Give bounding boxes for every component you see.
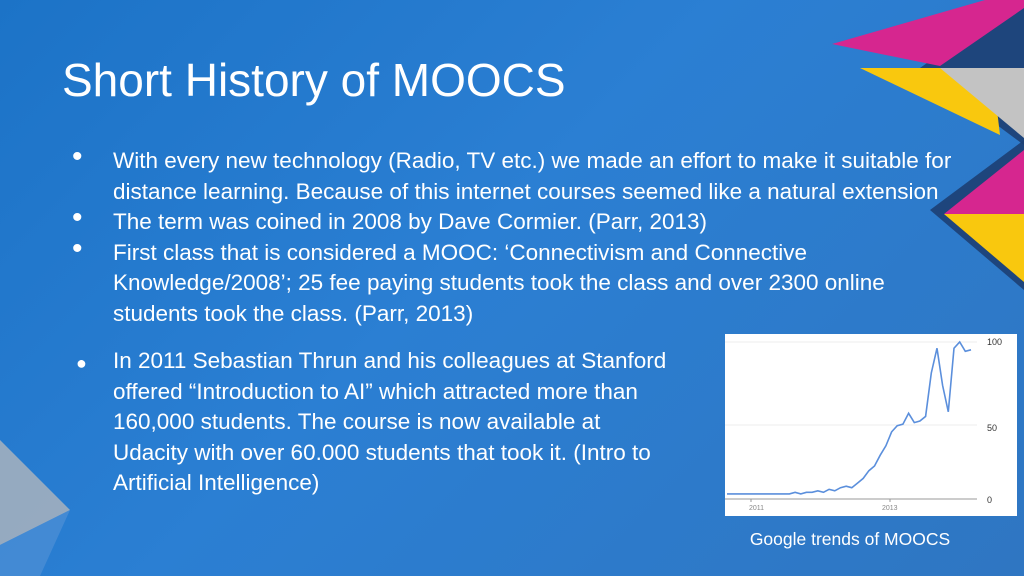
bullet-text: The term was coined in 2008 by Dave Cormier. (Parr, 2013)	[113, 209, 708, 234]
bullet-marker: •	[72, 201, 83, 234]
y-tick-label-0: 0	[987, 495, 993, 505]
bullet-marker: •	[72, 140, 83, 173]
trend-chart-svg	[725, 334, 1017, 516]
bullet-text: In 2011 Sebastian Thrun and his colleagues at Stanford offered “Introduction to AI” which attracted more than 160,000 students. The course is now available at Udacity with over 60.000 students that took it. (Intro to Artificial Intelligence)	[113, 348, 667, 495]
y-tick-label-100: 100	[987, 337, 1003, 347]
bullet-item	[72, 201, 972, 238]
bullet-text: First class that is considered a MOOC: ‘Connectivism and Connective Knowledge/2008’; 25 fee paying students took the class and over 2300 online students took the class. (Parr, 2013)	[113, 239, 885, 326]
bullet-item	[72, 346, 673, 499]
bullet-marker: ●	[76, 353, 87, 373]
bullet-item	[72, 231, 933, 330]
bullet-item	[72, 140, 972, 207]
x-tick-label-2011: 2011	[749, 505, 765, 512]
series-line-moocs	[727, 342, 971, 494]
bullet-text: With every new technology (Radio, TV etc.) we made an effort to make it suitable for distance learning. Because of this internet courses seemed like a natural extension	[113, 148, 952, 204]
google-trends-chart	[725, 334, 1017, 516]
bullet-marker: •	[72, 231, 83, 265]
slide-title: Short History of MOOCS	[62, 54, 566, 106]
chart-caption: Google trends of MOOCS	[749, 529, 951, 549]
y-tick-label-50: 50	[987, 423, 998, 433]
x-tick-label-2013: 2013	[882, 505, 898, 512]
